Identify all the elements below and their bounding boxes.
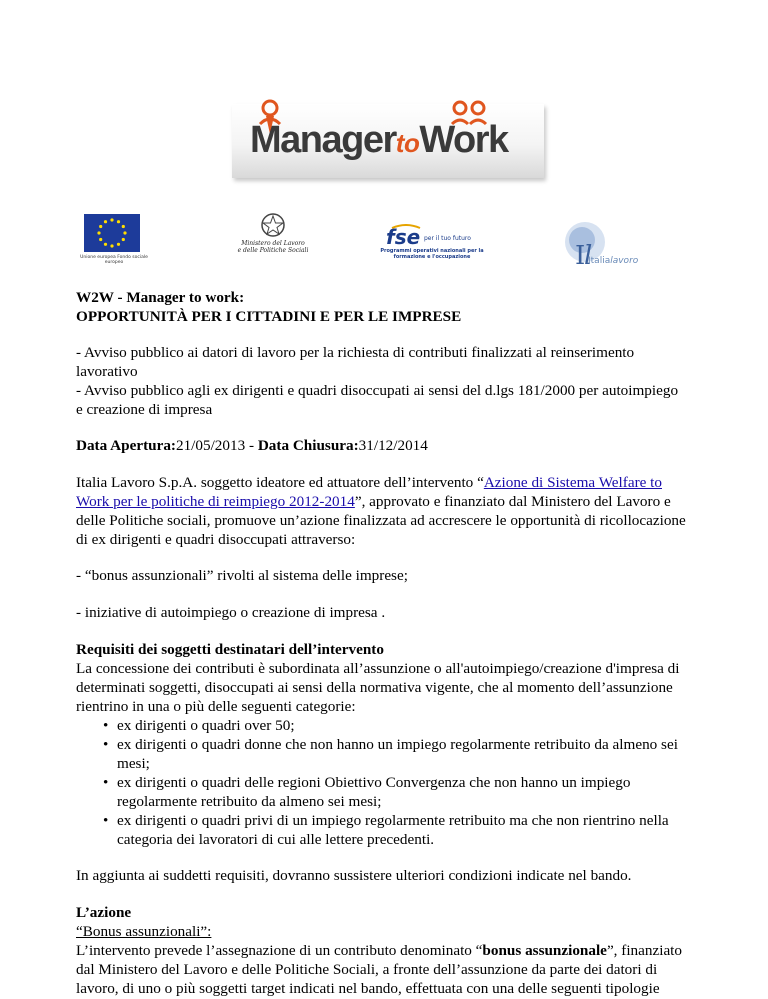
para1-text-b: ”, approvato e finanziato dal Ministero del Lavoro e — [354, 493, 671, 510]
list-item-text: categoria dei lavoratori di cui alle lettere precedenti. — [117, 831, 435, 848]
il-brand-1: Italia — [588, 256, 611, 266]
bonus-assunzionale-term: bonus assunzionale — [482, 942, 607, 959]
eu-caption: Unione europea Fondo sociale europeo — [80, 255, 148, 265]
list-item-text: ex dirigenti o quadri over 50; — [117, 717, 295, 734]
eu-flag-icon — [84, 214, 140, 252]
intro-line-4: e creazione di impresa — [76, 401, 213, 418]
dash-item-autoimpiego: - iniziative di autoimpiego o creazione di impresa . — [76, 604, 386, 621]
requisiti-heading: Requisiti dei soggetti destinatari dell’intervento — [76, 641, 384, 658]
azione-text-b: ”, finanziato — [606, 942, 682, 959]
intro-line-3: - Avviso pubblico agli ex dirigenti e quadri disoccupati ai sensi del d.lgs 181/2000 per autoimpiego — [76, 382, 679, 399]
open-date-label: Data Apertura: — [76, 437, 176, 454]
requisiti-line-2: determinati soggetti, disoccupati ai sensi della normativa vigente, che al momento dell’assunzione — [76, 679, 673, 696]
azione-heading: L’azione — [76, 904, 132, 921]
close-date-label: Data Chiusura: — [257, 437, 359, 454]
svg-text:I: I — [575, 241, 586, 268]
list-item-text: ex dirigenti o quadri privi di un impiego regolarmente retribuito ma che non rientrino nella — [117, 812, 669, 829]
bullet-icon: • — [103, 736, 109, 753]
open-date-value: 21/05/2013 — [175, 437, 246, 454]
requisiti-line-1: La concessione dei contributi è subordinata all’assunzione o all'autoimpiego/creazione d'impresa di — [76, 660, 680, 677]
intro-line-2: lavorativo — [76, 363, 138, 380]
para1-line-2 — [76, 492, 671, 512]
page-title: W2W - Manager to work: — [76, 289, 245, 306]
fse-caption: Programmi operativi nazionali per la formazione e l'occupazione — [380, 248, 484, 260]
list-item-text: ex dirigenti o quadri delle regioni Obiettivo Convergenza che non hanno un impiego — [117, 774, 631, 791]
il-brand-2: lavoro — [610, 256, 639, 266]
list-item-text: regolarmente retribuito da almeno sei mesi; — [117, 793, 382, 810]
azione-text-a: L’intervento prevede l’assegnazione di un contributo denominato “ — [76, 942, 483, 959]
close-date-value: 31/12/2014 — [358, 437, 428, 454]
list-item-text: mesi; — [117, 755, 150, 772]
fse-tag: per il tuo futuro — [424, 235, 471, 242]
azione-line-1 — [76, 941, 682, 961]
ministry-caption — [233, 240, 313, 254]
dates-line — [76, 436, 428, 456]
italian-republic-emblem-icon — [260, 211, 286, 239]
aggiunta-paragraph: In aggiunta ai suddetti requisiti, dovranno sussistere ulteriori condizioni indicate nel bando. — [76, 867, 632, 884]
ministry-caption-line1: Ministero del Lavoro — [241, 240, 305, 247]
para1-text-a: Italia Lavoro S.p.A. soggetto ideatore ed attuatore dell’intervento “ — [76, 474, 484, 491]
azione-subheading: “Bonus assunzionali”: — [76, 923, 212, 940]
list-item-text: ex dirigenti o quadri donne che non hanno un impiego regolarmente retribuito da almeno sei — [117, 736, 678, 753]
logo-manager: Manager — [250, 119, 396, 161]
para1-line-1 — [76, 473, 662, 493]
fse-logo-icon — [386, 224, 426, 250]
logo-to: to — [395, 128, 420, 158]
logo-wordmark — [250, 119, 508, 162]
azione-line-2: dal Ministero del Lavoro e delle Politiche Sociali, a fronte dell’assunzione da parte dei datori di — [76, 961, 658, 978]
dash-item-bonus: - “bonus assunzionali” rivolti al sistema delle imprese; — [76, 567, 408, 584]
logo-work: Work — [419, 119, 508, 161]
intro-line-1: - Avviso pubblico ai datori di lavoro per la richiesta di contributi finalizzati al reinserimento — [76, 344, 635, 361]
italia-lavoro-brand — [588, 256, 638, 266]
svg-text:fse: fse — [386, 225, 421, 249]
requisiti-line-3: rientrino in una o più delle seguenti categorie: — [76, 698, 356, 715]
ministry-caption-line2: e delle Politiche Sociali — [237, 247, 309, 254]
para1-line-4: di ex dirigenti e quadri disoccupati attraverso: — [76, 531, 356, 548]
bullet-icon: • — [103, 717, 109, 734]
page-subtitle: OPPORTUNITÀ PER I CITTADINI E PER LE IMPRESE — [76, 308, 462, 325]
welfare-to-work-link[interactable]: Azione di Sistema Welfare to — [483, 474, 662, 491]
welfare-to-work-link-cont[interactable]: Work per le politiche di reimpiego 2012-2014 — [76, 493, 355, 510]
bullet-icon: • — [103, 774, 109, 791]
manager-to-work-logo — [232, 104, 544, 178]
azione-line-3: lavoro, di uno o più soggetti target indicati nel bando, effettuata con una delle seguenti tipologie — [76, 980, 660, 997]
svg-text:l: l — [584, 241, 593, 268]
dates-separator: - — [245, 437, 258, 454]
para1-line-3: delle Politiche sociali, promuove un’azione finalizzata ad accrescere le opportunità di ricollocazione — [76, 512, 686, 529]
bullet-icon: • — [103, 812, 109, 829]
